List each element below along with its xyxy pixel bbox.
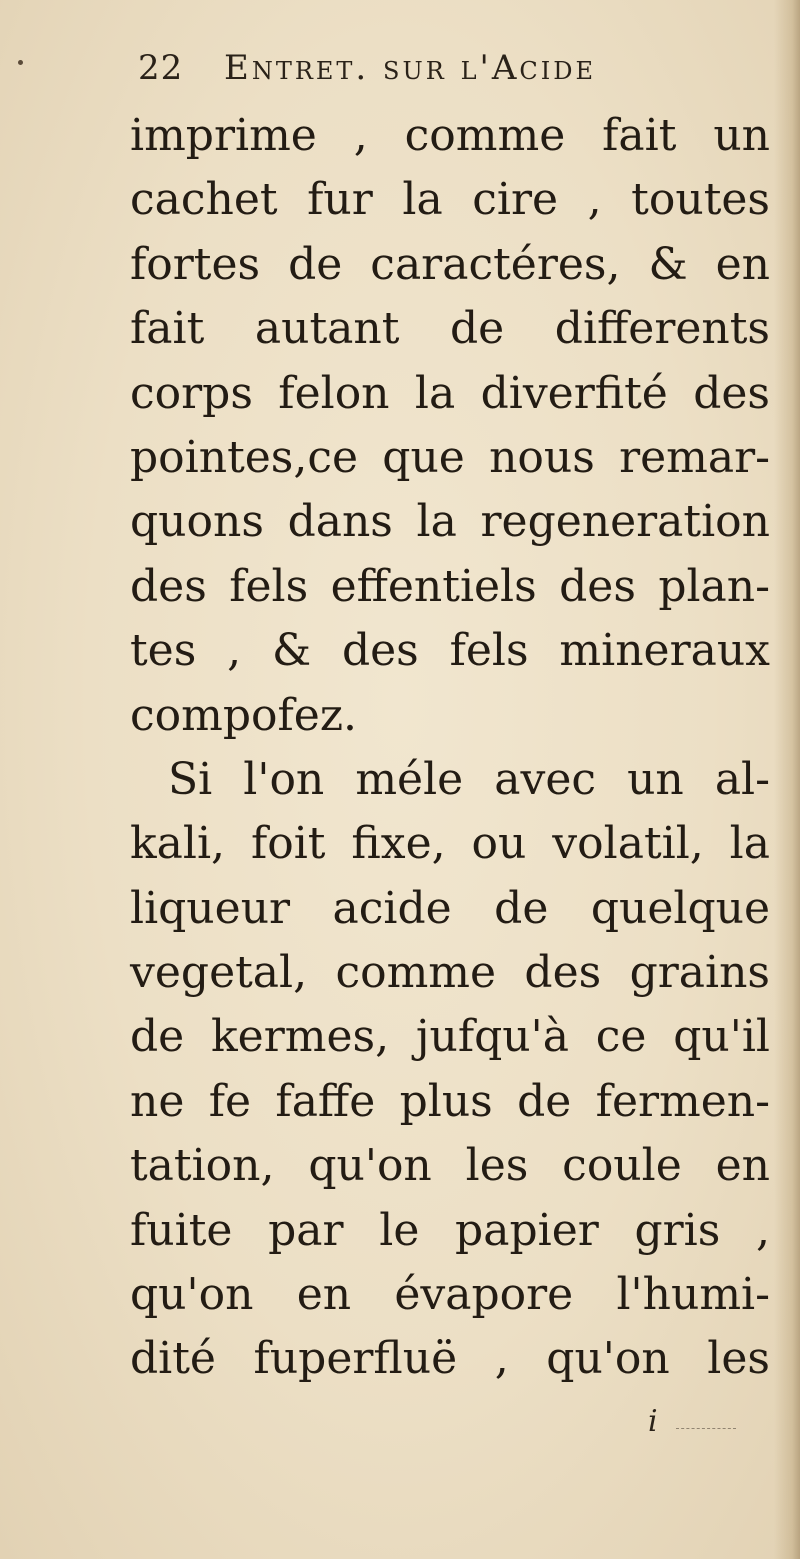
paragraph-start-line: Si l'on méle avec un al-: [168, 753, 770, 805]
page-header: [132, 42, 752, 102]
text-line: kali, foit fixe, ou volatil, la: [130, 818, 770, 870]
running-head: Entret. sur l'Acide: [224, 48, 597, 88]
text-line: cachet fur la cire , toutes: [130, 174, 770, 226]
text-line: imprime , comme fait un: [130, 110, 770, 161]
text-line: tes , & des fels mineraux: [130, 625, 770, 677]
text-line: fait autant de differents: [130, 303, 770, 355]
text-line: vegetal, comme des grains: [130, 947, 770, 999]
text-line: liqueur acide de quelque: [130, 882, 770, 934]
text-line: fortes de caractéres, & en: [130, 238, 770, 290]
body-text: [130, 104, 770, 1392]
page-edge-shadow: [774, 0, 800, 1559]
text-line: qu'on en évapore l'humi-: [130, 1269, 770, 1321]
text-line: pointes,ce que nous remar-: [130, 431, 770, 483]
ink-speck: [18, 60, 23, 65]
signature-mark: i: [648, 1404, 658, 1439]
text-line: des fels effentiels des plan-: [130, 560, 770, 612]
text-line: quons dans la regeneration: [130, 496, 770, 548]
faint-rule: [676, 1428, 736, 1429]
page-number: 22: [138, 48, 184, 88]
paragraph-end-line: compofez.: [130, 689, 358, 741]
text-line: fuite par le papier gris ,: [130, 1204, 770, 1256]
text-line: de kermes, jufqu'à ce qu'il: [130, 1011, 770, 1063]
text-line: tation, qu'on les coule en: [130, 1140, 770, 1192]
text-line: ne fe faffe plus de fermen-: [130, 1075, 770, 1127]
text-line: dité fuperfluë , qu'on les: [130, 1333, 770, 1385]
text-line: corps felon la diverfité des: [130, 367, 770, 419]
